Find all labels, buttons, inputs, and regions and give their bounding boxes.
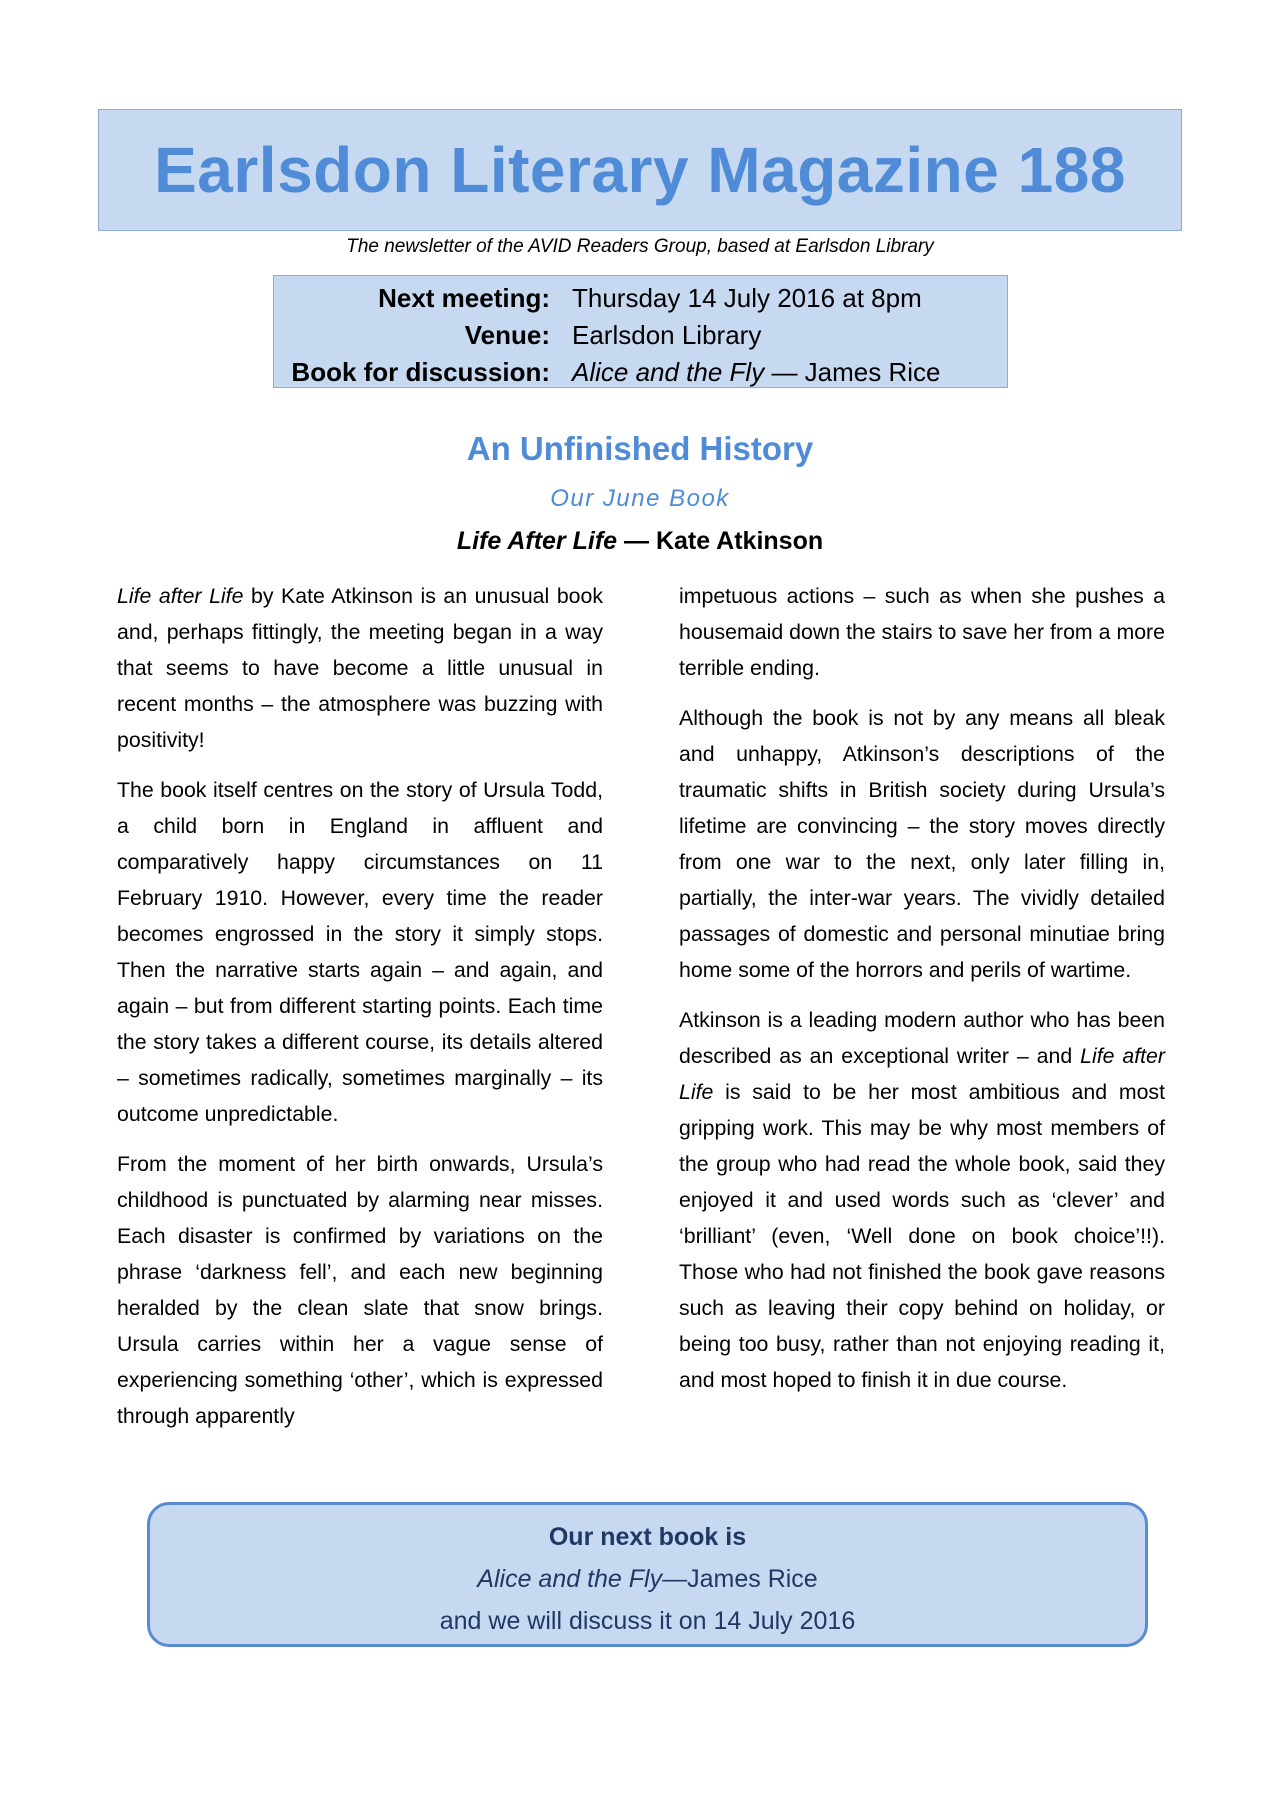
meeting-info-box: [273, 275, 1008, 388]
meeting-row-next: [274, 280, 1007, 317]
article-column-right: [679, 578, 1165, 1412]
next-book-title: Alice and the Fly: [477, 1565, 663, 1593]
discussion-book-title: Alice and the Fly: [572, 357, 765, 387]
paragraph-text: The book itself centres on the story of Ursula Todd, a child born in England in affluent and comparatively happy circumstances on 11 February 1910. However, every time the reader becomes engrossed in the story it simply stops. Then the narrative starts again – and again, and again – but from different starting points. Each time the story takes a different course, its details altered – sometimes radically, sometimes marginally – its outcome unpredictable.: [117, 778, 603, 1126]
next-meeting-label: Next meeting:: [378, 283, 550, 313]
article-column-left: [117, 578, 603, 1448]
paragraph-text: From the moment of her birth onwards, Ursula’s childhood is punctuated by alarming near misses. Each disaster is confirmed by variations on the phrase ‘darkness fell’, and each new beginning heralded by the clean slate that snow brings. Ursula carries within her a vague sense of experiencing something ‘other’, which is expressed through apparently: [117, 1152, 603, 1428]
venue-value: Earlsdon Library: [572, 320, 762, 350]
paragraph-italic-lead: Life after Life: [117, 584, 244, 608]
meeting-row-book: [274, 354, 1007, 391]
masthead-banner: [98, 109, 1182, 231]
next-book-heading: Our next book is: [548, 1523, 747, 1551]
masthead-title: Earlsdon Literary Magazine 188: [154, 134, 1126, 206]
paragraph-text-after: is said to be her most ambitious and most gripping work. This may be why most members of the group who had read the whole book, said they enjoyed it and used words such as ‘clever’ and ‘brilliant’ (even, ‘Well done on book choice’!!). Those who had not finished the book gave reasons such as leaving their copy behind on holiday, or being too busy, rather than not enjoying reading it, and most hoped to finish it in due course.: [679, 1080, 1165, 1392]
reviewed-book-author: — Kate Atkinson: [617, 527, 824, 555]
venue-label: Venue:: [464, 320, 550, 350]
next-meeting-value: Thursday 14 July 2016 at 8pm: [572, 283, 922, 313]
meeting-row-venue: [274, 317, 1007, 354]
paragraph: [117, 578, 603, 758]
paragraph-italic-title: Life after Life: [679, 1044, 1165, 1104]
book-for-discussion-value: [572, 357, 1007, 388]
reviewed-book-title: Life After Life: [456, 527, 618, 555]
paragraph: [117, 772, 603, 1132]
next-book-discuss-date: and we will discuss it on 14 July 2016: [439, 1607, 856, 1635]
next-book-author: —James Rice: [662, 1565, 818, 1593]
paragraph: [117, 1146, 603, 1434]
article-title: An Unfinished History: [466, 430, 814, 467]
tagline: The newsletter of the AVID Readers Group, based at Earlsdon Library: [346, 236, 934, 257]
book-for-discussion-label: Book for discussion:: [291, 357, 550, 387]
paragraph: [679, 578, 1165, 686]
next-book-title-line: [150, 1558, 1145, 1600]
paragraph-text: Atkinson is a leading modern author who has been described as an exceptional writer – and: [679, 1008, 1165, 1068]
paragraph-text: impetuous actions – such as when she pushes a housemaid down the stairs to save her from a more terrible ending.: [679, 584, 1165, 680]
paragraph: [679, 1002, 1165, 1398]
next-book-box: [147, 1502, 1148, 1647]
article-subtitle: Our June Book: [550, 485, 730, 512]
discussion-book-author: — James Rice: [764, 357, 941, 387]
paragraph: [679, 700, 1165, 988]
reviewed-book-line: [0, 527, 1280, 556]
paragraph-text: Although the book is not by any means all bleak and unhappy, Atkinson’s descriptions of the traumatic shifts in British society during Ursula’s lifetime are convincing – the story moves directly from one war to the next, only later filling in, partially, the inter-war years. The vividly detailed passages of domestic and personal minutiae bring home some of the horrors and perils of wartime.: [679, 706, 1165, 982]
paragraph-text: by Kate Atkinson is an unusual book and, perhaps fittingly, the meeting began in a way that seems to have become a little unusual in recent months – the atmosphere was buzzing with positivity!: [117, 584, 603, 752]
